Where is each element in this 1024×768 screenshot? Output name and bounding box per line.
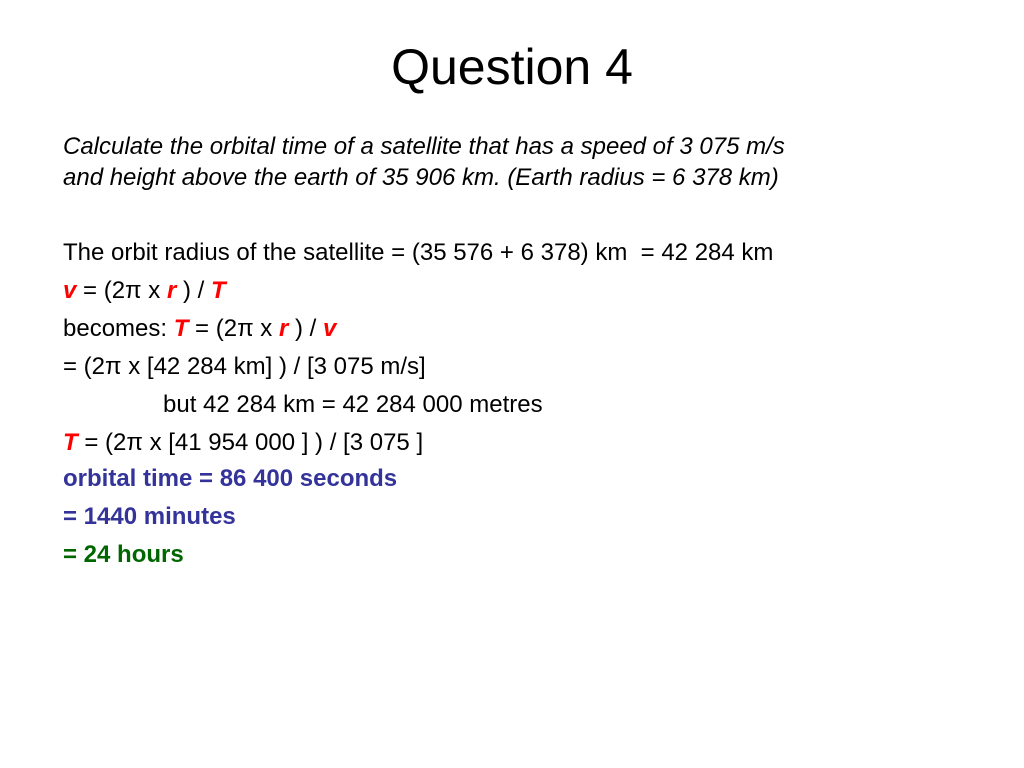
calculation-rest: = (2π x [41 954 000 ] ) / [3 075 ] [77,429,424,456]
variable-t: T [173,315,189,342]
variable-r: r [166,277,177,304]
question-text [63,131,963,193]
formula-part-2: ) / [176,277,211,304]
rearranged-part-2: ) / [288,315,323,342]
question-line-1: Calculate the orbital time of a satellite that has a speed of 3 075 m/s [63,133,785,160]
rearranged-part-1: = (2π x [188,315,279,342]
conversion-line: but 42 284 km = 42 284 000 metres [163,391,543,418]
result-minutes: = 1440 minutes [63,503,236,530]
formula-part-1: = (2π x [76,277,167,304]
rearranged-prefix: becomes: [63,315,174,342]
variable-v: v [63,277,77,304]
variable-v: v [323,315,337,342]
rearranged-formula-line [63,314,983,344]
variable-r: r [278,315,289,342]
result-seconds: orbital time = 86 400 seconds [63,465,398,492]
variable-t: T [210,277,226,304]
formula-line [63,276,983,306]
substitution-line: = (2π x [42 284 km] ) / [3 075 m/s] [63,353,426,380]
orbit-radius-line: The orbit radius of the satellite = (35 576 + 6 378) km = 42 284 km [63,239,774,266]
result-hours: = 24 hours [63,541,184,568]
question-line-2: and height above the earth of 35 906 km. (Earth radius = 6 378 km) [63,164,779,191]
calculation-line [63,428,983,458]
variable-t: T [63,429,78,456]
slide-title: Question 4 [391,39,633,95]
